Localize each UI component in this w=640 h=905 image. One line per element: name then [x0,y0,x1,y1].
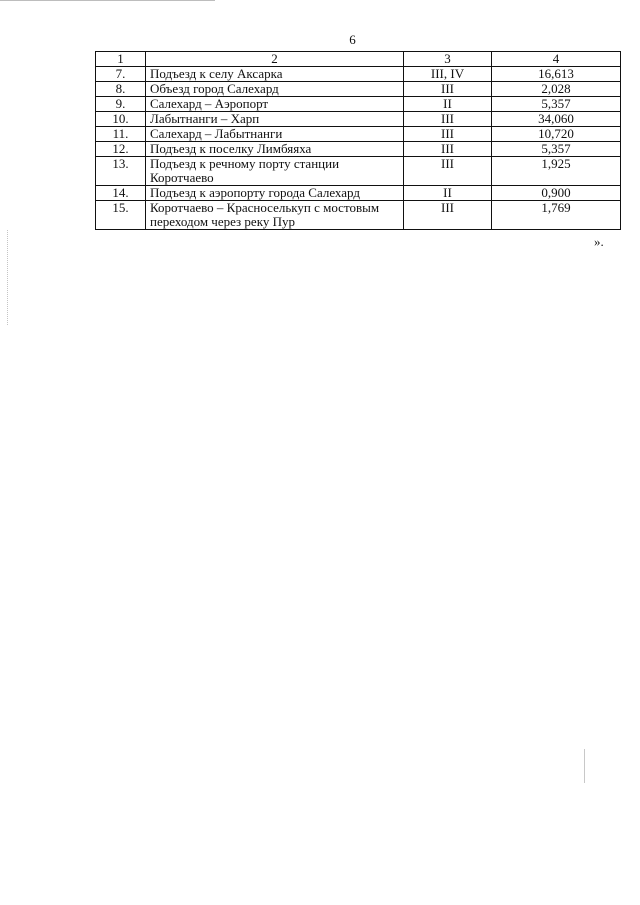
row-number: 12. [96,142,146,157]
road-name: Салехард – Лабытнанги [146,127,404,142]
road-name: Подъезд к поселку Лимбяяха [146,142,404,157]
row-number: 15. [96,201,146,230]
header-cell: 4 [492,52,621,67]
road-name: Лабытнанги – Харп [146,112,404,127]
road-length: 5,357 [492,97,621,112]
row-number: 13. [96,157,146,186]
road-length: 1,925 [492,157,621,186]
road-category: II [404,186,492,201]
header-cell: 2 [146,52,404,67]
road-category: II [404,97,492,112]
table-row [96,97,621,112]
road-category: III [404,157,492,186]
table-row [96,201,621,230]
road-name: Подъезд к аэропорту города Салехард [146,186,404,201]
road-length: 34,060 [492,112,621,127]
roads-table [95,51,621,230]
table-row [96,112,621,127]
road-name: Подъезд к речному порту станции Коротчаево [146,157,404,186]
road-category: III [404,112,492,127]
row-number: 8. [96,82,146,97]
table-row [96,157,621,186]
row-number: 11. [96,127,146,142]
road-name: Подъезд к селу Аксарка [146,67,404,82]
road-length: 5,357 [492,142,621,157]
road-name: Салехард – Аэропорт [146,97,404,112]
top-rule [0,0,215,1]
row-number: 10. [96,112,146,127]
road-category: III [404,201,492,230]
margin-dotted-line [7,230,8,325]
road-length: 10,720 [492,127,621,142]
margin-mark [584,749,585,783]
row-number: 7. [96,67,146,82]
road-length: 2,028 [492,82,621,97]
road-length: 16,613 [492,67,621,82]
road-name: Объезд город Салехард [146,82,404,97]
table-row [96,142,621,157]
road-category: III [404,82,492,97]
road-length: 1,769 [492,201,621,230]
row-number: 14. [96,186,146,201]
road-category: III [404,127,492,142]
road-length: 0,900 [492,186,621,201]
header-cell: 3 [404,52,492,67]
road-category: III, IV [404,67,492,82]
table-row [96,82,621,97]
road-category: III [404,142,492,157]
header-cell: 1 [96,52,146,67]
table-row [96,186,621,201]
row-number: 9. [96,97,146,112]
table-row [96,127,621,142]
table-header-row [96,52,621,67]
page-number: 6 [349,32,356,47]
road-name: Коротчаево – Красноселькуп с мостовым переходом через реку Пур [146,201,404,230]
table-row [96,67,621,82]
closing-quote-mark: ». [594,234,604,249]
